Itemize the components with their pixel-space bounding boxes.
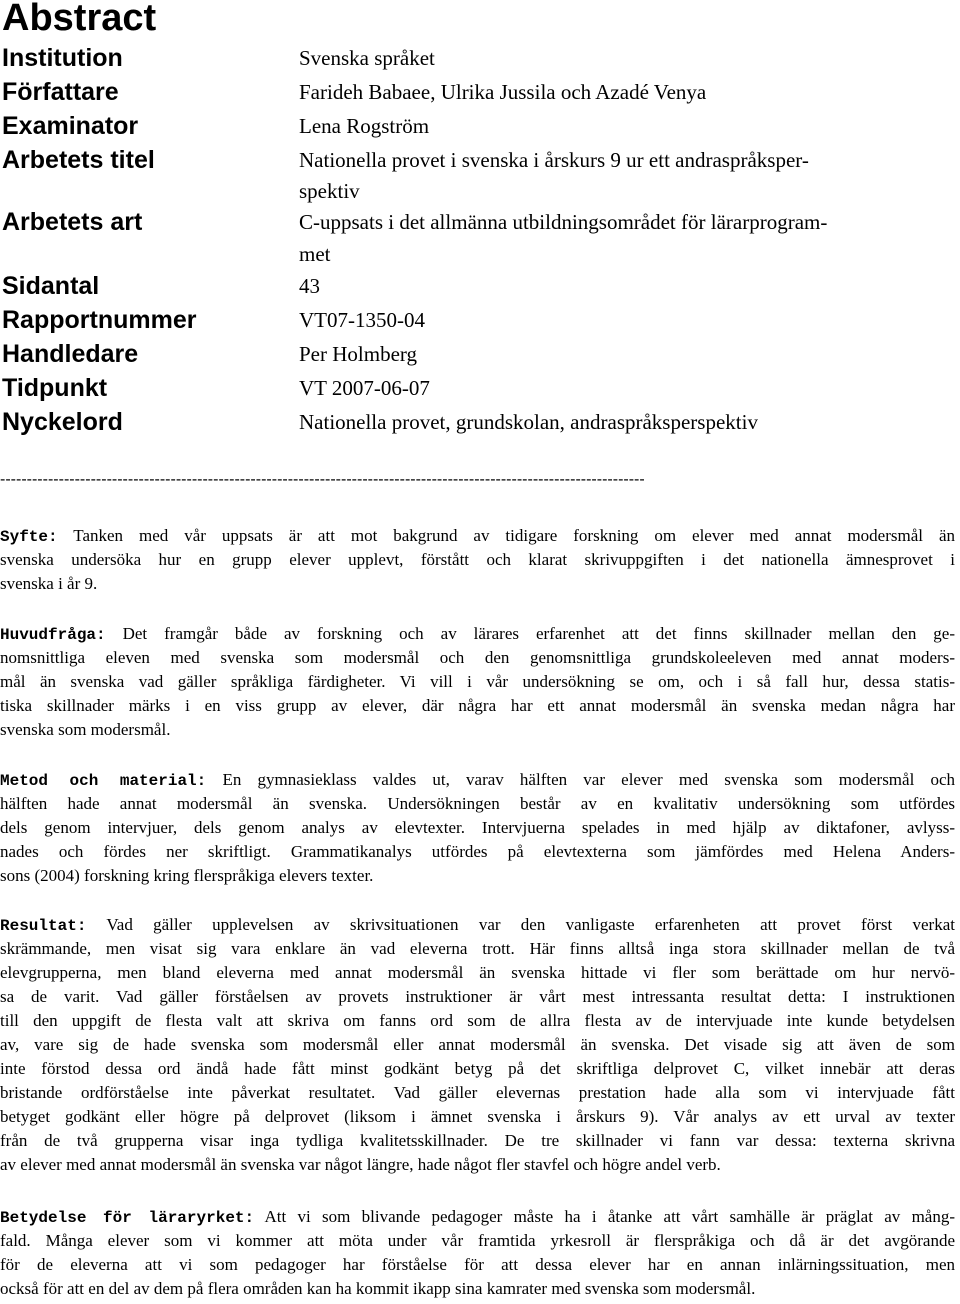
paragraph-line: svenska som modersmål. <box>0 720 171 739</box>
paragraph-line: av, vare sig de hade svenska som modersmål eller annat modersmål än svenska. Det visade sig att även de som <box>0 1035 955 1054</box>
paragraph-line: också för att en del av dem på flera områden kan ha kommit ikapp sina kamrater med svenska som modersmål. <box>0 1279 756 1298</box>
section-heading-method: Metod och material: <box>0 772 207 790</box>
meta-value-author: Farideh Babaee, Ulrika Jussila och Azadé Venya <box>299 80 707 104</box>
paragraph-line: för de eleverna att vi som pedagoger har förståelse för att dessa elever har en annan inlärningssituation, men <box>0 1255 955 1274</box>
meta-value-work-type-line-2: met <box>299 242 331 266</box>
paragraph-line: svenska i år 9. <box>0 574 98 593</box>
dashed-divider: ------------------------------------------------------------------------------------------------------------------------- <box>0 471 645 488</box>
paragraph-line: skrämmande, men visat sig vara enklare än vad eleverna trott. Här finns alltså inga stora skillnader mellan de två <box>0 939 955 958</box>
paragraph-line: fald. Många elever som vi kommer att möta under vår framtida yrkesroll är flerspråkiga och då är det avgörande <box>0 1231 955 1250</box>
section-heading-significance: Betydelse för läraryrket: <box>0 1209 255 1227</box>
section-heading-results: Resultat: <box>0 917 87 935</box>
section-heading-main-question: Huvudfråga: <box>0 626 106 644</box>
paragraph-line: till den uppgift de flesta valt att skriva om fanns ord som de allra flesta av de intervjuade inte kunde betydelsen <box>0 1011 955 1030</box>
meta-value-title-line-2: spektiv <box>299 179 360 203</box>
meta-value-title-line-1: Nationella provet i svenska i årskurs 9 ur ett andraspråksper- <box>299 148 809 172</box>
paragraph-line: Resultat: Vad gäller upplevelsen av skrivsituationen var den vanligaste erfarenheten att provet först verkat <box>0 915 955 935</box>
meta-label-page-count: Sidantal <box>2 272 100 300</box>
paragraph-line: hälften hade annat modersmål än svenska. Undersökningen består av en kvalitativ undersökning som utfördes <box>0 794 955 813</box>
paragraph-line: bristande ordförståelse inte påverkat resultatet. Vad gäller elevernas prestation hade alla som vi intervjuade fått <box>0 1083 955 1102</box>
meta-value-page-count: 43 <box>299 274 320 298</box>
paragraph-line: Syfte: Tanken med vår uppsats är att mot bakgrund av tidigare forskning om elever med annat modersmål än <box>0 526 955 546</box>
meta-label-examiner: Examinator <box>2 112 139 140</box>
paragraph-line: från de två grupperna visar inga tydliga kvalitetsskillnader. De tre skillnader vi fann var dessa: texterna skrivna <box>0 1131 955 1150</box>
meta-value-keywords: Nationella provet, grundskolan, andraspråksperspektiv <box>299 410 758 434</box>
paragraph-line: dels genom intervjuer, dels genom analys av elevtexter. Intervjuerna spelades in med hjälp av diktafoner, avlyss- <box>0 818 955 837</box>
paragraph-line: Huvudfråga: Det framgår både av forskning och av lärares erfarenhet att det finns skillnader mellan den ge- <box>0 624 955 644</box>
meta-label-work-type: Arbetets art <box>2 208 143 236</box>
paragraph-line: sa de varit. Vad gäller förståelsen av provets instruktioner är vårt mest intressanta resultat detta: I instruktionen <box>0 987 955 1006</box>
paragraph-line: tiska skillnader märks i en viss grupp av elever, där några har ett annat modersmål än svenska medan några har <box>0 696 955 715</box>
paragraph-line: Metod och material: En gymnasieklass valdes ut, varav hälften var elever med svenska som modersmål och <box>0 770 956 790</box>
meta-value-report-number: VT07-1350-04 <box>299 308 425 332</box>
meta-value-supervisor: Per Holmberg <box>299 342 418 366</box>
paragraph-line: nades och fördes ner skriftligt. Grammatikanalys utfördes på elevtexterna som jämfördes med Helena Anders- <box>0 842 955 861</box>
page-title: Abstract <box>2 0 157 39</box>
meta-label-keywords: Nyckelord <box>2 408 123 436</box>
paragraph-line: nomsnittliga eleven med svenska som modersmål och den genomsnittliga grundskoleeleven med annat moders- <box>0 648 955 667</box>
meta-value-examiner: Lena Rogström <box>299 114 430 138</box>
meta-label-institution: Institution <box>2 44 123 72</box>
paragraph-line: svenska undersöka hur en grupp elever upplevt, förstått och klarat skrivuppgiften i det nationella ämnesprovet i <box>0 550 955 569</box>
paragraph-line: elevgrupperna, men bland eleverna med annat modersmål än svenska hittade vi fler som berättade om hur nervö- <box>0 963 955 982</box>
section-heading-purpose: Syfte: <box>0 528 58 546</box>
meta-label-report-number: Rapportnummer <box>2 306 197 334</box>
meta-label-date: Tidpunkt <box>2 374 108 402</box>
meta-label-author: Författare <box>2 78 119 106</box>
paragraph-line: mål än svenska vad gäller språkliga färdigheter. Vi vill i vår undersökning se om, och i så fall hur, dessa statis- <box>0 672 955 691</box>
meta-value-date: VT 2007-06-07 <box>299 376 430 400</box>
meta-label-title: Arbetets titel <box>2 146 155 174</box>
paragraph-line: av elever med annat modersmål än svenska var något längre, hade något fler stavfel och högre andel verb. <box>0 1155 721 1174</box>
paragraph-line: Betydelse för läraryrket: Att vi som blivande pedagoger måste ha i åtanke att vårt samhälle är präglat av mång- <box>0 1207 955 1227</box>
meta-value-institution: Svenska språket <box>299 46 435 70</box>
paragraph-line: betyget godkänt eller högre på delprovet (liksom i ämnet svenska i årskurs 9). Vår analys av ett urval av texter <box>0 1107 955 1126</box>
meta-label-supervisor: Handledare <box>2 340 139 368</box>
paragraph-line: inte förstod dessa ord ändå hade fått minst godkänt betyg på det skriftliga delprovet C, vilket innebär att deras <box>0 1059 955 1078</box>
paragraph-line: sons (2004) forskning kring flerspråkiga elevers texter. <box>0 866 374 885</box>
meta-value-work-type-line-1: C-uppsats i det allmänna utbildningsområdet för lärarprogram- <box>299 210 828 234</box>
